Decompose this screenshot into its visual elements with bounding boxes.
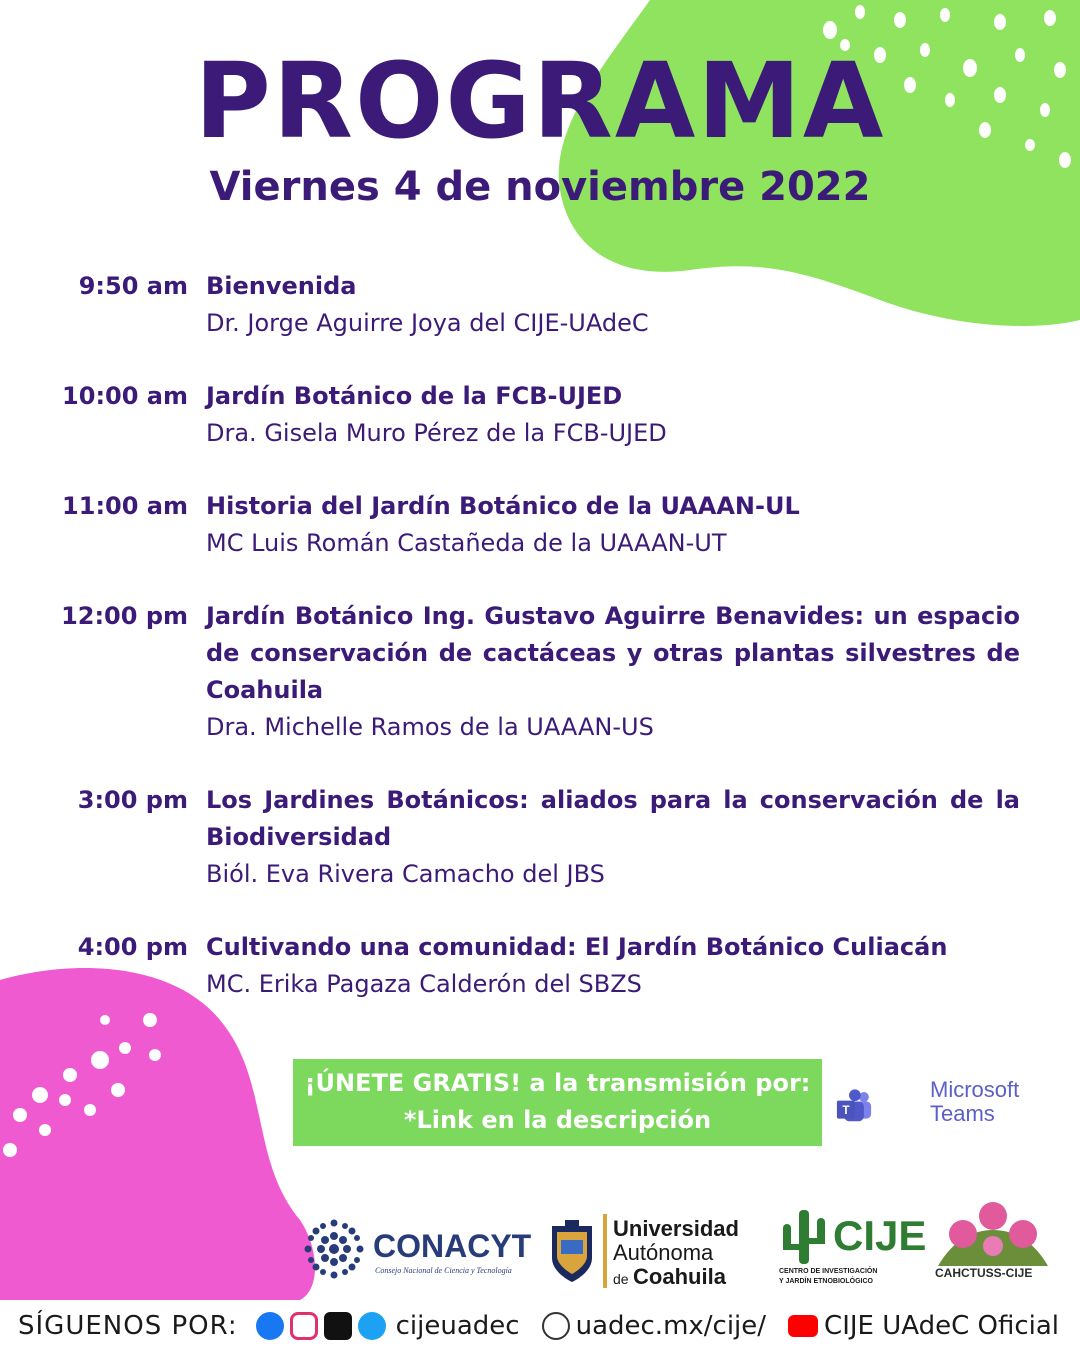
- youtube-channel[interactable]: CIJE UAdeC Oficial: [824, 1311, 1060, 1341]
- session-speaker: Biól. Eva Rivera Camacho del JBS: [206, 860, 605, 888]
- session-speaker: Dra. Michelle Ramos de la UAAAN-US: [206, 713, 654, 741]
- teams-icon: [836, 1066, 926, 1146]
- schedule-item: [40, 929, 1020, 1003]
- session-time: 3:00 pm: [77, 786, 188, 814]
- join-free-line1: ¡ÚNETE GRATIS! a la transmisión por:: [304, 1069, 811, 1097]
- session-speaker: MC. Erika Pagaza Calderón del SBZS: [206, 970, 642, 998]
- instagram-icon[interactable]: [290, 1312, 318, 1340]
- session-time: 4:00 pm: [77, 933, 188, 961]
- page-title: PROGRAMA: [194, 40, 886, 162]
- youtube-icon[interactable]: [788, 1315, 818, 1337]
- session-title: Los Jardines Botánicos: aliados para la conservación de la Biodiversidad: [206, 786, 1020, 851]
- website-link[interactable]: uadec.mx/cije/: [575, 1311, 767, 1341]
- footer-bar: [0, 1302, 1080, 1350]
- uadec-divider: [603, 1214, 607, 1288]
- uadec-name-line1: Universidad: [613, 1216, 739, 1241]
- conacyt-name: CONACYT: [373, 1228, 532, 1264]
- uadec-name-line3: [613, 1264, 726, 1290]
- conacyt-logo: [299, 1214, 532, 1284]
- schedule-item: [40, 488, 1020, 562]
- cahctuss-emblem-icon: [933, 1200, 1053, 1268]
- teams-label: [930, 1078, 1019, 1126]
- teams-label-line2: Teams: [930, 1101, 995, 1126]
- event-date: Viernes 4 de noviembre 2022: [209, 164, 871, 210]
- cije-logo: [775, 1204, 927, 1290]
- session-title: Historia del Jardín Botánico de la UAAAN-UL: [206, 492, 800, 520]
- session-time: 12:00 pm: [61, 602, 188, 630]
- cije-name: CIJE: [833, 1212, 927, 1259]
- schedule-item: [40, 268, 1020, 342]
- schedule-item: [40, 782, 1020, 893]
- uadec-name-coahuila: Coahuila: [633, 1264, 726, 1289]
- session-title: Bienvenida: [206, 272, 357, 300]
- globe-icon: [542, 1312, 570, 1340]
- session-speaker: Dra. Gisela Muro Pérez de la FCB-UJED: [206, 419, 667, 447]
- uadec-name-de: de: [613, 1271, 629, 1287]
- twitter-icon[interactable]: [358, 1312, 386, 1340]
- session-title: Jardín Botánico de la FCB-UJED: [206, 382, 623, 410]
- uadec-name-line2: Autónoma: [613, 1240, 714, 1265]
- session-title: Jardín Botánico Ing. Gustavo Aguirre Benavides: un espacio de conservación de cactáceas y otras plantas silvestres de Coahuila: [206, 602, 1020, 704]
- follow-label: SÍGUENOS POR:: [18, 1311, 238, 1341]
- tiktok-icon[interactable]: [324, 1312, 352, 1340]
- svg-text:T: T: [842, 1104, 850, 1118]
- join-free-line2: *Link en la descripción: [403, 1106, 712, 1134]
- cije-subtitle-1: CENTRO DE INVESTIGACIÓN: [779, 1268, 878, 1275]
- session-title: Cultivando una comunidad: El Jardín Botánico Culiacán: [206, 933, 948, 961]
- session-time: 10:00 am: [62, 382, 188, 410]
- facebook-icon[interactable]: [256, 1312, 284, 1340]
- conacyt-subtitle: Consejo Nacional de Ciencia y Tecnología: [375, 1266, 512, 1275]
- cactus-icon: [775, 1204, 835, 1264]
- schedule-item: [40, 598, 1020, 746]
- schedule-item: [40, 378, 1020, 452]
- schedule-list: [40, 268, 1020, 1039]
- session-time: 11:00 am: [62, 492, 188, 520]
- session-speaker: Dr. Jorge Aguirre Joya del CIJE-UAdeC: [206, 309, 649, 337]
- session-time: 9:50 am: [78, 272, 188, 300]
- join-free-banner: [293, 1059, 822, 1146]
- cahctuss-logo: [931, 1200, 1057, 1290]
- session-speaker: MC Luis Román Castañeda de la UAAAN-UT: [206, 529, 727, 557]
- cahctuss-name: CAHCTUSS-CIJE: [935, 1266, 1033, 1280]
- teams-label-line1: Microsoft: [930, 1077, 1020, 1102]
- cije-subtitle-2: Y JARDÍN ETNOBIOLÓGICO: [779, 1278, 873, 1285]
- uadec-logo: [547, 1214, 757, 1290]
- sponsor-logos: [295, 1200, 1065, 1290]
- conacyt-emblem-icon: [299, 1214, 369, 1284]
- social-handle[interactable]: cijeuadec: [395, 1311, 520, 1341]
- uadec-shield-icon: [547, 1218, 597, 1284]
